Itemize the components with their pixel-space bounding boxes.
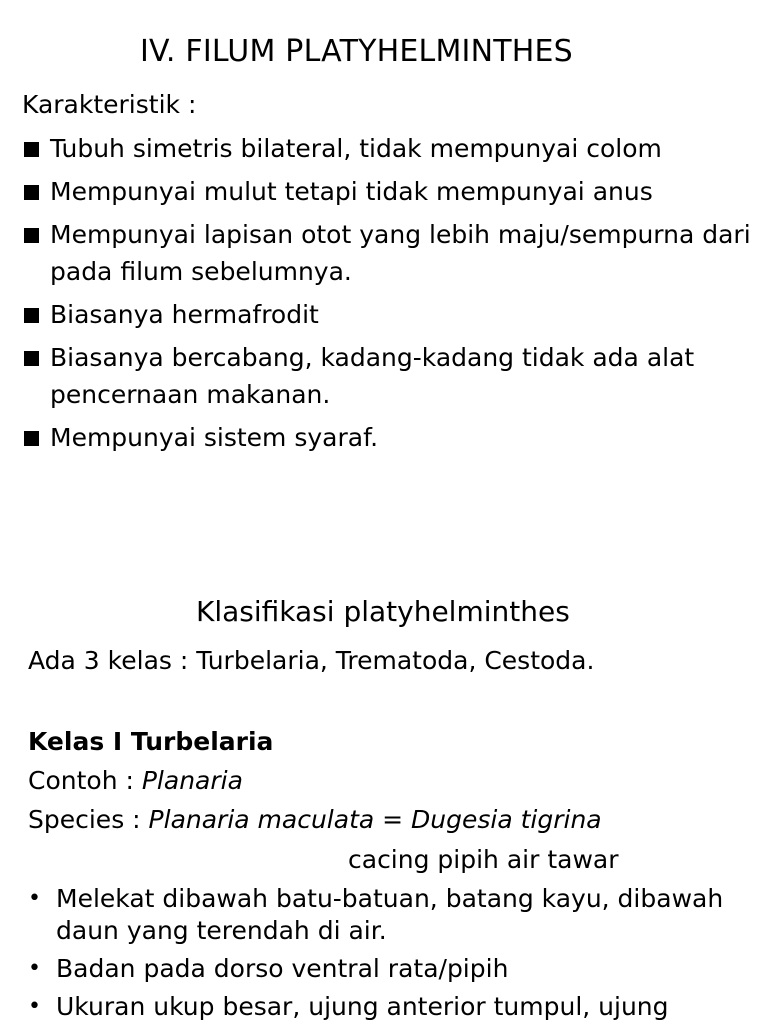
example-value: Planaria	[141, 766, 243, 795]
list-item	[22, 296, 762, 333]
bullet-dot-icon: •	[28, 886, 41, 911]
square-bullet-icon	[24, 185, 39, 200]
list-item	[22, 216, 762, 290]
square-bullet-icon	[24, 142, 39, 157]
bullet-dot-icon: •	[28, 956, 41, 981]
example-line	[28, 766, 243, 795]
square-bullet-icon	[24, 308, 39, 323]
square-bullet-icon	[24, 351, 39, 366]
species-label: Species :	[28, 805, 149, 834]
example-label: Contoh :	[28, 766, 142, 795]
square-bullet-icon	[24, 431, 39, 446]
list-item	[22, 419, 762, 456]
classification-intro: Ada 3 kelas : Turbelaria, Trematoda, Cestoda.	[28, 646, 595, 675]
list-item-text: Mempunyai lapisan otot yang lebih maju/sempurna dari pada filum sebelumnya.	[50, 220, 751, 286]
list-item-text: Melekat dibawah batu-batuan, batang kayu, dibawah daun yang terendah di air.	[56, 884, 724, 945]
list-item-text: Biasanya hermafrodit	[50, 300, 319, 329]
characteristics-list	[22, 130, 762, 462]
list-item-text: Mempunyai sistem syaraf.	[50, 423, 379, 452]
list-item	[22, 339, 762, 413]
common-name: cacing pipih air tawar	[348, 845, 619, 874]
characteristics-heading: Karakteristik :	[22, 90, 197, 119]
classification-title: Klasifikasi platyhelminthes	[196, 595, 570, 628]
page-title: IV. FILUM PLATYHELMINTHES	[140, 34, 573, 69]
list-item-text: Badan pada dorso ventral rata/pipih	[56, 954, 509, 983]
list-item	[28, 953, 758, 985]
kelas-heading: Kelas I Turbelaria	[28, 727, 274, 756]
list-item	[22, 173, 762, 210]
turbelaria-points	[28, 883, 758, 1029]
list-item	[28, 991, 758, 1023]
list-item-text: Ukuran ukup besar, ujung anterior tumpul, ujung	[56, 992, 669, 1021]
square-bullet-icon	[24, 228, 39, 243]
bullet-dot-icon: •	[28, 994, 41, 1019]
list-item-text: Tubuh simetris bilateral, tidak mempunyai colom	[50, 134, 662, 163]
list-item-text: Biasanya bercabang, kadang-kadang tidak ada alat pencernaan makanan.	[50, 343, 695, 409]
species-value: Planaria maculata = Dugesia tigrina	[148, 805, 602, 834]
list-item	[22, 130, 762, 167]
list-item-text: Mempunyai mulut tetapi tidak mempunyai anus	[50, 177, 653, 206]
list-item	[28, 883, 758, 947]
species-line	[28, 805, 602, 834]
